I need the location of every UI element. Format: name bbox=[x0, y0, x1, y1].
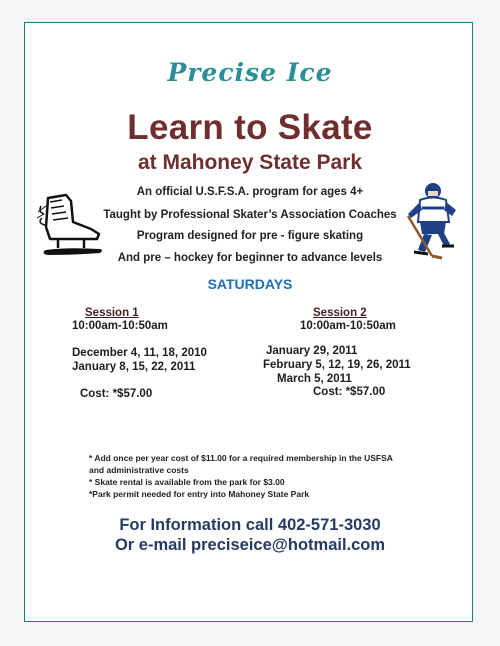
session-1-cost: Cost: *$57.00 bbox=[80, 388, 153, 400]
brand-name: Precise Ice bbox=[167, 58, 333, 87]
hockey-player-icon bbox=[400, 180, 465, 267]
contact-email: Or e-mail preciseice@hotmail.com bbox=[114, 536, 386, 554]
session-2-dates-3: March 5, 2011 bbox=[277, 373, 352, 385]
session-2-dates-2: February 5, 12, 19, 26, 2011 bbox=[263, 359, 411, 371]
session-1-dates-1: December 4, 11, 18, 2010 bbox=[72, 347, 207, 359]
session-2-title: Session 2 bbox=[313, 307, 367, 319]
description-line-2: Taught by Professional Skater’s Association Coaches bbox=[103, 209, 397, 221]
session-2-time: 10:00am-10:50am bbox=[300, 320, 396, 332]
note-membership-cont: and administrative costs bbox=[89, 465, 189, 475]
description-line-3: Program designed for pre - figure skating bbox=[136, 230, 364, 242]
session-1-dates-2: January 8, 15, 22, 2011 bbox=[72, 361, 196, 373]
page-subtitle: at Mahoney State Park bbox=[137, 151, 363, 174]
schedule-day: SATURDAYS bbox=[207, 276, 293, 292]
note-skate-rental: * Skate rental is available from the park for $3.00 bbox=[89, 477, 285, 487]
session-2-cost: Cost: *$57.00 bbox=[313, 386, 386, 398]
description-line-1: An official U.S.F.S.A. program for ages 4+ bbox=[136, 186, 364, 198]
contact-phone: For Information call 402-571-3030 bbox=[119, 516, 381, 534]
description-line-4: And pre – hockey for beginner to advance levels bbox=[117, 252, 383, 264]
figure-skate-icon bbox=[36, 192, 108, 267]
session-2-dates-1: January 29, 2011 bbox=[266, 345, 358, 357]
note-membership: * Add once per year cost of $11.00 for a required membership in the USFSA bbox=[89, 453, 393, 463]
session-1-time: 10:00am-10:50am bbox=[72, 320, 168, 332]
page-title: Learn to Skate bbox=[127, 108, 373, 147]
note-park-permit: *Park permit needed for entry into Mahoney State Park bbox=[89, 489, 310, 499]
session-1-title: Session 1 bbox=[85, 307, 139, 319]
